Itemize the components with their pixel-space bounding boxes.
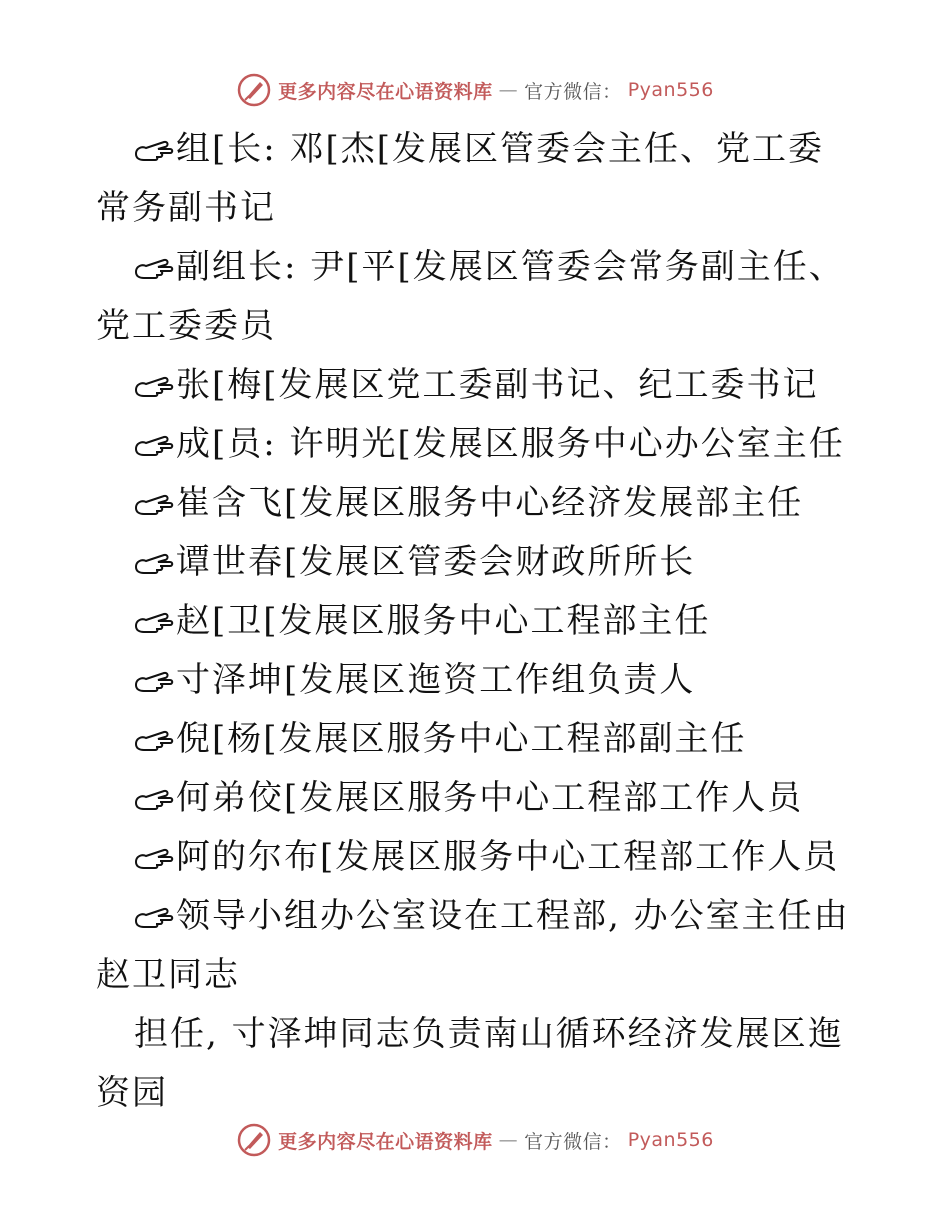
pointing-hand-icon [134,374,174,398]
header-banner [0,70,950,110]
banner-main-text: 更多内容尽在心语资料库 [278,1130,493,1153]
member-line [96,356,856,415]
pointing-hand-icon [134,256,174,280]
line-text: 领导小组办公室设在工程部, 办公室主任由赵卫同志 [96,896,850,995]
line-text: 谭世春[发展区管委会财政所所长 [176,542,696,582]
line-text: 组[长: 邓[杰[发展区管委会主任、党工委常务副书记 [96,129,825,228]
banner-main-text: 更多内容尽在心语资料库 [278,80,493,103]
line-text: 成[员: 许明光[发展区服务中心办公室主任 [176,424,845,464]
pointing-hand-icon [134,669,174,693]
banner-official-label: 官方微信： [524,1130,622,1153]
line-text: 张[梅[发展区党工委副书记、纪工委书记 [176,365,819,405]
quill-logo-icon [236,1122,272,1158]
banner-official-label: 官方微信： [524,80,622,103]
member-line [96,238,856,356]
banner-dash: — [498,1129,519,1151]
member-line [96,887,856,1005]
pointing-hand-icon [134,846,174,870]
member-line [96,120,856,238]
line-text: 倪[杨[发展区服务中心工程部副主任 [176,719,747,759]
pointing-hand-icon [134,905,174,929]
pointing-hand-icon [134,610,174,634]
member-line [96,592,856,651]
line-text: 崔含飞[发展区服务中心经济发展部主任 [176,483,804,523]
line-text: 担任, 寸泽坤同志负责南山循环经济发展区迤资园 [96,1014,844,1113]
pointing-hand-icon [134,433,174,457]
member-line [96,415,856,474]
banner-wechat-id: Pyan556 [627,79,714,101]
member-line [96,710,856,769]
line-text: 何弟佼[发展区服务中心工程部工作人员 [176,778,804,818]
line-text: 寸泽坤[发展区迤资工作组负责人 [176,660,696,700]
quill-logo-icon [236,72,272,108]
document-body [96,120,856,1123]
member-line [96,533,856,592]
pointing-hand-icon [134,551,174,575]
pointing-hand-icon [134,787,174,811]
member-line [96,1005,856,1123]
pointing-hand-icon [134,138,174,162]
banner-wechat-id: Pyan556 [627,1129,714,1151]
line-text: 副组长: 尹[平[发展区管委会常务副主任、党工委委员 [96,247,845,346]
line-text: 赵[卫[发展区服务中心工程部主任 [176,601,711,641]
member-line [96,828,856,887]
line-text: 阿的尔布[发展区服务中心工程部工作人员 [176,837,840,877]
footer-banner [0,1120,950,1160]
pointing-hand-icon [134,728,174,752]
banner-dash: — [498,79,519,101]
pointing-hand-icon [134,492,174,516]
member-line [96,769,856,828]
member-line [96,651,856,710]
member-line [96,474,856,533]
